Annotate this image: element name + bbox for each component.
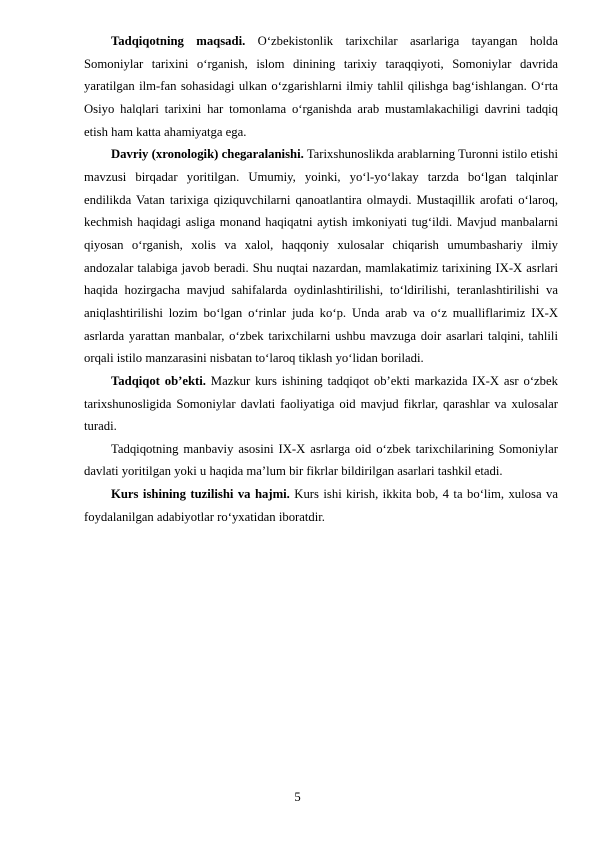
- paragraph-chronological-limits: [84, 143, 558, 370]
- paragraph-heading: Tadqiqotning maqsadi.: [111, 34, 246, 48]
- paragraph-text: Mazkur kurs ishining tadqiqot ob’ekti markazida IX-X asr o‘zbek tarixshunosligida Somoniylar davlati faoliyatiga oid mavjud fikrlar, qarashlar va xulosalar turadi.: [84, 373, 558, 434]
- paragraph-source-base: [84, 438, 558, 483]
- paragraph-heading: Tadqiqot ob’ekti.: [111, 373, 206, 388]
- paragraph-heading: Kurs ishining tuzilishi va hajmi.: [111, 487, 290, 502]
- paragraph-text: Tarixshunoslikda arablarning Turonni istilo etishi mavzusi birqadar yoritilgan. Umumiy, yoinki, yo‘l-yo‘lakay tarzda bo‘lgan talqinlar endilikda Vatan tarixiga qiziquvchilarni qanoatlantira olmaydi. Mustaqillik arofati o‘laroq, kechmish haqidagi asliga monand haqiqatni aytish imkoniyati tug‘ildi. Mavjud manbalarni qiyosan o‘rganish, xolis va xalol, haqqoniy xulosalar chiqarish umumbashariy ilmiy andozalar talabiga javob beradi. Shu nuqtai nazardan, mamlakatimiz tarixining IX-X asrlari haqida hozirgacha mavjud sahifalarda oydinlashtirilishi, to‘ldirilishi, teranlashtirilishi va aniqlashtirilishi lozim bo‘lgan o‘rinlar juda ko‘p. Unda arab va o‘z mualliflarimiz IX-X asrlarda yarattan manbalar, o‘zbek tarixchilarni ushbu mavzuga doir asarlari talqini, tahlili orqali istilo manzarasini nisbatan to‘laroq tiklash yo‘lidan boriladi.: [84, 147, 558, 366]
- page-number: 5: [294, 790, 301, 804]
- paragraph-structure-volume: [84, 483, 558, 528]
- paragraph-text: O‘zbekistonlik tarixchilar asarlariga tayangan holda Somoniylar tarixini o‘rganish, islom dinining tarixiy taraqqiyoti, Somoniylar davrida yaratilgan ilm-fan sohasidagi ulkan o‘zgarishlarni ilmiy tahlil qilishga bag‘ishlangan. O‘rta Osiyo halqlari tarixini har tomonlama o‘rganishda arab mustamlakachiligi davrini tadqiq etish ham katta ahamiyatga ega.: [84, 34, 559, 139]
- paragraph-heading: Davriy (xronologik) chegaralanishi.: [111, 147, 304, 162]
- document-page: [84, 30, 558, 528]
- paragraph-research-goal: [84, 30, 558, 143]
- paragraph-text: Kurs ishi kirish, ikkita bob, 4 ta bo‘lim, xulosa va foydalanilgan adabiyotlar ro‘yxatidan iboratdir.: [84, 487, 558, 524]
- paragraph-research-object: [84, 370, 558, 438]
- paragraph-text: Tadqiqotning manbaviy asosini IX-X asrlarga oid o‘zbek tarixchilarining Somoniylar davlati yoritilgan yoki u haqida ma’lum bir fikrlar bildirilgan asarlari tashkil etadi.: [84, 441, 558, 479]
